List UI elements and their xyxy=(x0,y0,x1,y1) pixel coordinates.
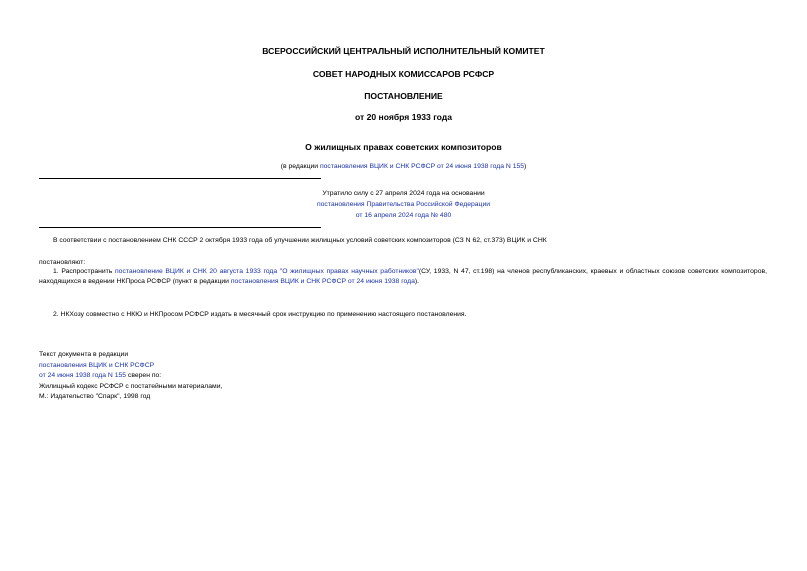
expired-link-2[interactable]: от 16 апреля 2024 года № 480 xyxy=(355,212,452,219)
source-line-2-suffix: сверен по: xyxy=(126,372,162,379)
item-1-text-c: ). xyxy=(414,278,420,285)
edition-prefix: (в редакции xyxy=(280,163,320,170)
edition-suffix: ) xyxy=(524,163,527,170)
item-1-link-decree[interactable]: постановление ВЦИК и СНК 20 августа 1933 года "О жилищных правах научных работников" xyxy=(115,268,419,275)
item-1 xyxy=(39,267,767,287)
source-line-4: М.: Издательство "Спарк", 1998 год xyxy=(39,393,151,400)
edition-note xyxy=(0,163,807,170)
item-1-text-b: (СУ, 1933, N 47, ст.198) на членов республиканских, краевых и областных союзов советских композиторов, находящихся в ведении НКПроса РСФСР (пункт в редакции xyxy=(39,268,767,285)
expired-line-1: Утратило силу с 27 апреля 2024 года на основании xyxy=(322,190,485,197)
divider-top xyxy=(39,178,321,179)
expired-link-1[interactable]: постановления Правительства Российской Федерации xyxy=(316,201,491,208)
divider-bottom xyxy=(39,227,321,228)
source-link-2[interactable]: от 24 июня 1938 года N 155 xyxy=(39,372,127,379)
resolve-word: постановляют: xyxy=(39,259,86,266)
document-date: от 20 ноября 1933 года xyxy=(354,112,453,122)
source-link-1[interactable]: постановления ВЦИК и СНК РСФСР xyxy=(39,361,155,369)
source-line-1: Текст документа в редакции xyxy=(39,351,129,358)
document-type: ПОСТАНОВЛЕНИЕ xyxy=(364,91,443,101)
source-line-2 xyxy=(39,371,222,382)
issuer-line-1: ВСЕРОССИЙСКИЙ ЦЕНТРАЛЬНЫЙ ИСПОЛНИТЕЛЬНЫЙ КОМИТЕТ xyxy=(262,46,545,56)
item-1-text-a: 1. Распространить xyxy=(53,268,115,275)
issuer-line-2: СОВЕТ НАРОДНЫХ КОМИССАРОВ РСФСР xyxy=(312,69,495,79)
item-2: 2. НКХозу совместно с НКЮ и НКПросом РСФСР издать в месячный срок инструкцию по применению настоящего постановления. xyxy=(53,311,467,318)
source-note xyxy=(39,350,222,403)
preamble: В соответствии с постановлением СНК СССР 2 октября 1933 года об улучшении жилищных условий советских композиторов (СЗ N 62, ст.373) ВЦИК и СНК xyxy=(53,237,547,244)
document-title: О жилищных правах советских композиторов xyxy=(305,142,502,152)
edition-link[interactable]: постановления ВЦИК и СНК РСФСР от 24 июня 1938 года N 155 xyxy=(319,163,525,170)
source-line-3: Жилищный кодекс РСФСР с постатейными материалами, xyxy=(39,382,223,390)
item-1-link-edition[interactable]: постановления ВЦИК и СНК РСФСР от 24 июня 1938 года xyxy=(230,278,415,285)
